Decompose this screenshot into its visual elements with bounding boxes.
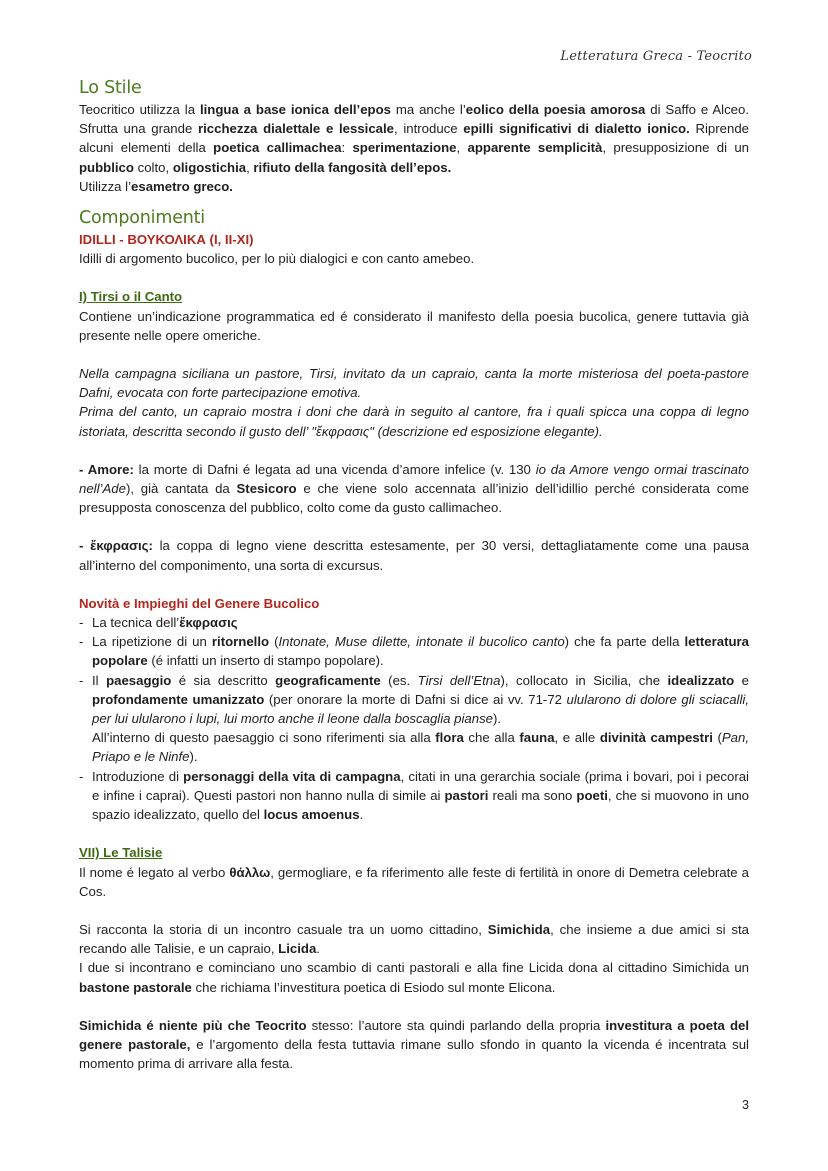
page-number: 3 xyxy=(742,1098,749,1112)
novita-heading: Novità e Impieghi del Genere Bucolico xyxy=(79,595,320,611)
talisie-paragraph-1: Il nome é legato al verbo θάλλω, germogliare, e fa riferimento alle feste di fertilità in onore di Demetra celebrate a Cos. xyxy=(79,864,749,899)
tirsi-paragraph: Contiene un’indicazione programmatica ed é considerato il manifesto della poesia bucolica, genere tuttavia già presente nelle opere omeriche. xyxy=(79,308,749,343)
tirsi-heading: I) Tirsi o il Canto xyxy=(79,289,183,305)
page-content xyxy=(79,76,749,1073)
list-item: - Introduzione di personaggi della vita di campagna, citati in una gerarchia sociale (prima i bovari, poi i pecorai e infine i caprai). Questi pastori non hanno nulla di simile ai pastori reali ma sono poeti, che si muovono in uno spazio idealizzato, quello del locus amoenus. xyxy=(79,767,749,825)
amore-paragraph: - Amore: la morte di Dafni é legata ad una vicenda d’amore infelice (v. 130 io da Amore vengo ormai trascinato nell’Ade), già cantata da Stesicoro e che viene solo accennata all’inizio dell’idillio perché considerata come presupposta conoscenza del pubblico, colto come da gusto callimacheo. xyxy=(79,461,749,516)
section-title-stile: Lo Stile xyxy=(79,78,142,98)
idilli-heading: IDILLI - ΒΟΥΚΟΛΙΚΑ (I, II-XI) xyxy=(79,232,254,248)
list-item: - La ripetizione di un ritornello (Intonate, Muse dilette, intonate il bucolico canto) che fa parte della letteratura popolare (é infatti un inserto di stampo popolare). xyxy=(79,632,749,670)
talisie-paragraph-2: Si racconta la storia di un incontro casuale tra un uomo cittadino, Simichida, che insieme a due amici si sta recando alle Talisie, e un capraio, Licida. I due si incontrano e cominciano uno scambio di canti pastorali e alla fine Licida dona al cittadino Simichida un bastone pastorale che richiama l’investitura poetica di Esiodo sul monte Elicona. xyxy=(79,921,749,995)
stile-paragraph-2: Utilizza l’esametro greco. xyxy=(79,178,233,194)
stile-paragraph-1: Teocritico utilizza la lingua a base ionica dell’epos ma anche l’eolico della poesia amorosa di Saffo e Alceo. Sfrutta una grande ricchezza dialettale e lessicale, introduce epilli significativi di dialetto ionico. Riprende alcuni elementi della poetica callimachea: sperimentazione, apparente semplicità, presupposizione di un pubblico colto, oligostichia, rifiuto della fangosità dell’epos. xyxy=(79,102,749,175)
idilli-description: Idilli di argomento bucolico, per lo più dialogici e con canto amebeo. xyxy=(79,251,475,267)
running-header: Letteratura Greca - Teocrito xyxy=(560,49,752,64)
list-item: - Il paesaggio é sia descritto geograficamente (es. Tirsi dell’Etna), collocato in Sicilia, che idealizzato e profondamente umanizzato (per onorare la morte di Dafni si dice ai vv. 71-72 ulularono di dolore gli sciacalli, per lui ulularono i lupi, lui morto anche il leone dalla boscaglia pianse). All’interno di questo paesaggio ci sono riferimenti sia alla flora che alla fauna, e alle divinità campestri (Pan, Priapo e le Ninfe). xyxy=(79,671,749,767)
talisie-paragraph-3: Simichida é niente più che Teocrito stesso: l’autore sta quindi parlando della propria investitura a poeta del genere pastorale, e l’argomento della festa tuttavia rimane sullo sfondo in quanto la vicenda é incentrata sul momento prima di arrivare alla festa. xyxy=(79,1017,750,1072)
tirsi-summary: Nella campagna siciliana un pastore, Tirsi, invitato da un capraio, canta la morte misteriosa del poeta-pastore Dafni, evocata con forte partecipazione emotiva. Prima del canto, un capraio mostra i doni che darà in seguito al cantore, fra i quali spicca una coppa di legno istoriata, descritta secondo il gusto dell’ "ἔκφρασις" (descrizione ed esposizione elegante). xyxy=(79,366,749,439)
list-item: - La tecnica dell’ἔκφρασις xyxy=(79,613,749,632)
ekphrasis-paragraph: - ἔκφρασις: la coppa di legno viene descritta estesamente, per 30 versi, dettagliatamente come una pausa all’interno del componimento, una sorta di excursus. xyxy=(79,538,749,573)
section-title-componimenti: Componimenti xyxy=(79,208,205,229)
novita-list xyxy=(79,613,749,824)
talisie-heading: VII) Le Talisie xyxy=(79,845,163,861)
